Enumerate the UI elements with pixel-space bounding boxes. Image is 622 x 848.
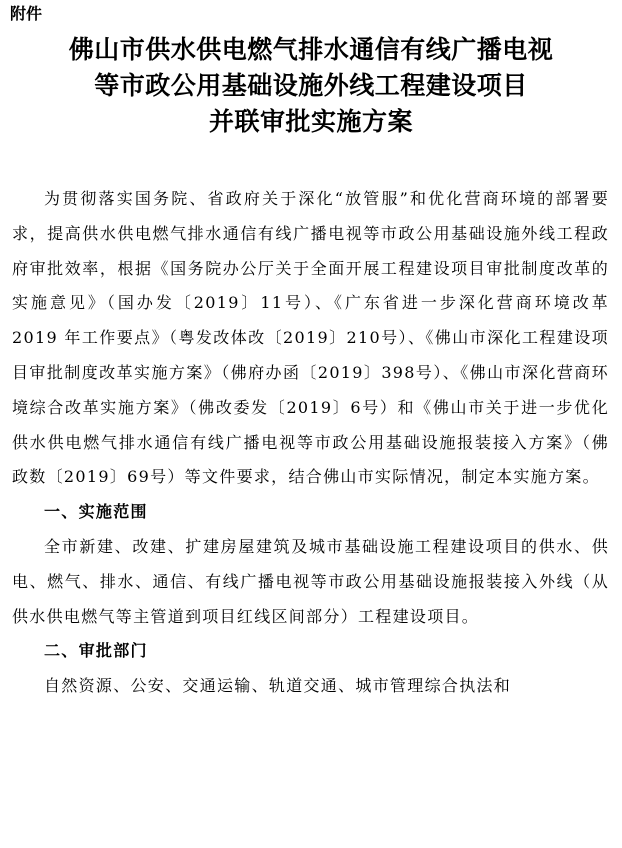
section-heading-departments: 二、审批部门 (44, 641, 148, 661)
title-line-3: 并联审批实施方案 (208, 107, 413, 136)
attachment-label: 附件 (10, 4, 43, 23)
section-text-scope: 全市新建、改建、扩建房屋建筑及城市基础设施工程建设项目的供水、供电、燃气、排水、通信、有线广播电视等市政公用基础设施报装接入外线（从供水供电燃气等主管道到项目红线区间部分）工程建设项目。 (12, 536, 609, 626)
document-title (0, 32, 622, 140)
document-body (12, 182, 609, 704)
title-line-2: 等市政公用基础设施外线工程建设项目 (94, 71, 528, 100)
section-heading-scope: 一、实施范围 (44, 502, 148, 522)
title-line-1: 佛山市供水供电燃气排水通信有线广播电视 (68, 35, 554, 64)
section-text-departments: 自然资源、公安、交通运输、轨道交通、城市管理综合执法和 (44, 676, 512, 696)
intro-paragraph: 为贯彻落实国务院、省政府关于深化“放管服”和优化营商环境的部署要求，提高供水供电燃气排水通信有线广播电视等市政公用基础设施外线工程政府审批效率，根据《国务院办公厅关于全面开展工程建设项目审批制度改革的实施意见》（国办发〔2019〕11号）、《广东省进一步深化营商环境改革 2019 年工作要点》（粤发改体改〔2019〕210号）、《佛山市深化工程建设项目审批制度改革实施方案》（佛府办函〔2019〕398号）、《佛山市深化营商环境综合改革实施方案》（佛改委发〔2019〕6号）和《佛山市关于进一步优化供水供电燃气排水通信有线广播电视等市政公用基础设施报装接入方案》（佛政数〔2019〕69号）等文件要求，结合佛山市实际情况，制定本实施方案。 (12, 189, 609, 487)
